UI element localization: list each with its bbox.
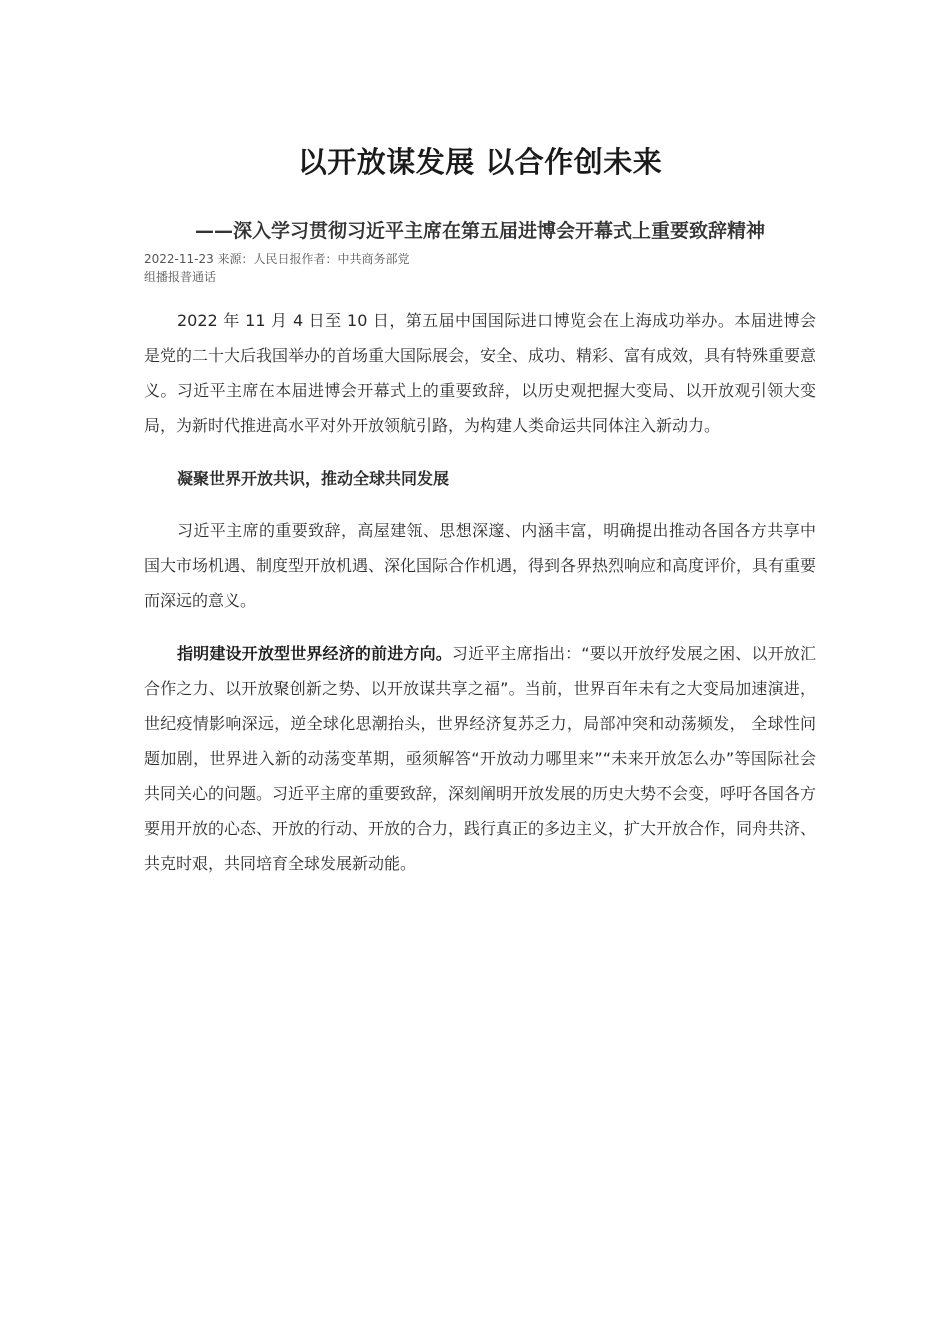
paragraph-significance: 习近平主席的重要致辞，高屋建瓴、思想深邃、内涵丰富，明确提出推动各国各方共享中国大市场机遇、制度型开放机遇、深化国际合作机遇，得到各界热烈响应和高度评价，具有重要而深远的意义。 [144, 521, 817, 610]
section-heading: 凝聚世界开放共识，推动全球共同发展 [177, 469, 450, 488]
article-meta [144, 250, 444, 286]
paragraph-lead-bold: 指明建设开放型世界经济的前进方向。 [177, 644, 452, 663]
article-subtitle: ——深入学习贯彻习近平主席在第五届进博会开幕式上重要致辞精神 [194, 220, 765, 242]
meta-source-line: 2022-11-23 来源：人民日报作者：中共商务部党 [144, 252, 410, 266]
paragraph-intro: 2022 年 11 月 4 日至 10 日，第五届中国国际进口博览会在上海成功举办。本届进博会是党的二十大后我国举办的首场重大国际展会，安全、成功、精彩、富有成效，具有特殊重要意义。习近平主席在本届进博会开幕式上的重要致辞，以历史观把握大变局、以开放观引领大变局，为新时代推进高水平对外开放领航引路，为构建人类命运共同体注入新动力。 [144, 311, 817, 435]
article-title: 以开放谋发展 以合作创未来 [297, 145, 663, 179]
paragraph-direction-text: 习近平主席指出：“要以开放纾发展之困、以开放汇合作之力、以开放聚创新之势、以开放谋共享之福”。当前，世界百年未有之大变局加速演进，世纪疫情影响深远，逆全球化思潮抬头，世界经济复苏乏力，局部冲突和动荡频发， 全球性问题加剧，世界进入新的动荡变革期，亟须解答“开放动力哪里来”“未来开放怎么办”等国际社会共同关心的问题。习近平主席的重要致辞，深刻阐明开放发展的历史大势不会变，呼吁各国各方要用开放的心态、开放的行动、开放的合力，践行真正的多边主义，扩大开放合作，同舟共济、共克时艰，共同培育全球发展新动能。 [144, 644, 817, 873]
paragraph-direction [144, 636, 816, 881]
meta-audio-line: 组播报普通话 [144, 270, 217, 284]
